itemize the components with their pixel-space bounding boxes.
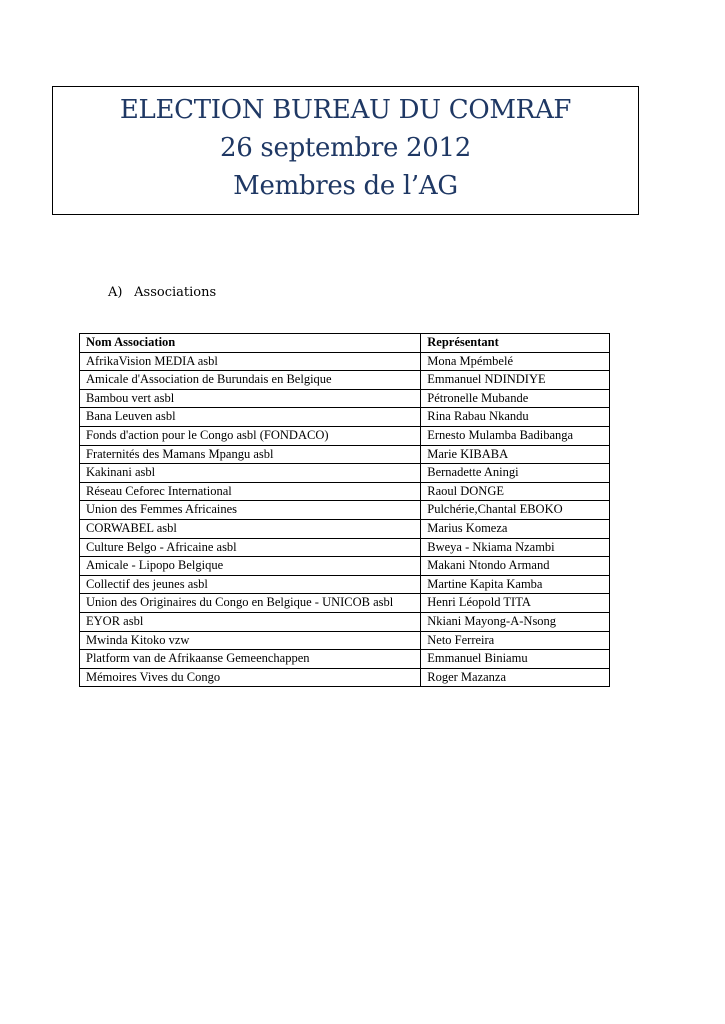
association-name-cell: Bambou vert asbl bbox=[80, 389, 421, 408]
table-row bbox=[80, 650, 610, 669]
table-row bbox=[80, 408, 610, 427]
representative-cell: Pétronelle Mubande bbox=[421, 389, 610, 408]
association-name-cell: Union des Originaires du Congo en Belgique - UNICOB asbl bbox=[80, 594, 421, 613]
table-row bbox=[80, 668, 610, 687]
title-line-3: Membres de l’AG bbox=[233, 171, 458, 201]
representative-cell: Nkiani Mayong-A-Nsong bbox=[421, 612, 610, 631]
association-name-cell: Amicale - Lipopo Belgique bbox=[80, 557, 421, 576]
representative-cell: Mona Mpémbelé bbox=[421, 352, 610, 371]
document-title-box bbox=[52, 86, 639, 215]
association-name-cell: Union des Femmes Africaines bbox=[80, 501, 421, 520]
association-name-cell: CORWABEL asbl bbox=[80, 519, 421, 538]
table-row bbox=[80, 426, 610, 445]
association-name-cell: Bana Leuven asbl bbox=[80, 408, 421, 427]
representative-cell: Ernesto Mulamba Badibanga bbox=[421, 426, 610, 445]
table-row bbox=[80, 538, 610, 557]
section-heading bbox=[108, 285, 216, 300]
representative-cell: Henri Léopold TITA bbox=[421, 594, 610, 613]
associations-table bbox=[79, 333, 610, 687]
section-marker: A) bbox=[108, 285, 123, 300]
association-name-cell: EYOR asbl bbox=[80, 612, 421, 631]
table-row bbox=[80, 594, 610, 613]
representative-cell: Marius Komeza bbox=[421, 519, 610, 538]
section-label: Associations bbox=[134, 285, 217, 300]
table-row bbox=[80, 389, 610, 408]
table-row bbox=[80, 371, 610, 390]
association-name-cell: Mwinda Kitoko vzw bbox=[80, 631, 421, 650]
column-header-name: Nom Association bbox=[80, 334, 421, 353]
column-header-representative: Représentant bbox=[421, 334, 610, 353]
table-row bbox=[80, 631, 610, 650]
table-row bbox=[80, 612, 610, 631]
association-name-cell: Platform van de Afrikaanse Gemeenchappen bbox=[80, 650, 421, 669]
representative-cell: Roger Mazanza bbox=[421, 668, 610, 687]
representative-cell: Neto Ferreira bbox=[421, 631, 610, 650]
table-row bbox=[80, 445, 610, 464]
association-name-cell: Fraternités des Mamans Mpangu asbl bbox=[80, 445, 421, 464]
table-row bbox=[80, 557, 610, 576]
table-row bbox=[80, 464, 610, 483]
table-row bbox=[80, 519, 610, 538]
representative-cell: Emmanuel Biniamu bbox=[421, 650, 610, 669]
association-name-cell: Mémoires Vives du Congo bbox=[80, 668, 421, 687]
association-name-cell: AfrikaVision MEDIA asbl bbox=[80, 352, 421, 371]
table-row bbox=[80, 352, 610, 371]
association-name-cell: Kakinani asbl bbox=[80, 464, 421, 483]
table-row bbox=[80, 575, 610, 594]
title-line-1: ELECTION BUREAU DU COMRAF bbox=[119, 95, 572, 125]
association-name-cell: Fonds d'action pour le Congo asbl (FONDACO) bbox=[80, 426, 421, 445]
representative-cell: Pulchérie,Chantal EBOKO bbox=[421, 501, 610, 520]
representative-cell: Bernadette Aningi bbox=[421, 464, 610, 483]
representative-cell: Makani Ntondo Armand bbox=[421, 557, 610, 576]
association-name-cell: Culture Belgo - Africaine asbl bbox=[80, 538, 421, 557]
association-name-cell: Collectif des jeunes asbl bbox=[80, 575, 421, 594]
representative-cell: Bweya - Nkiama Nzambi bbox=[421, 538, 610, 557]
representative-cell: Rina Rabau Nkandu bbox=[421, 408, 610, 427]
table-row bbox=[80, 482, 610, 501]
representative-cell: Raoul DONGE bbox=[421, 482, 610, 501]
representative-cell: Marie KIBABA bbox=[421, 445, 610, 464]
association-name-cell: Amicale d'Association de Burundais en Belgique bbox=[80, 371, 421, 390]
title-line-2: 26 septembre 2012 bbox=[219, 133, 471, 163]
representative-cell: Martine Kapita Kamba bbox=[421, 575, 610, 594]
table-row bbox=[80, 501, 610, 520]
table-header-row bbox=[80, 334, 610, 353]
representative-cell: Emmanuel NDINDIYE bbox=[421, 371, 610, 390]
association-name-cell: Réseau Ceforec International bbox=[80, 482, 421, 501]
